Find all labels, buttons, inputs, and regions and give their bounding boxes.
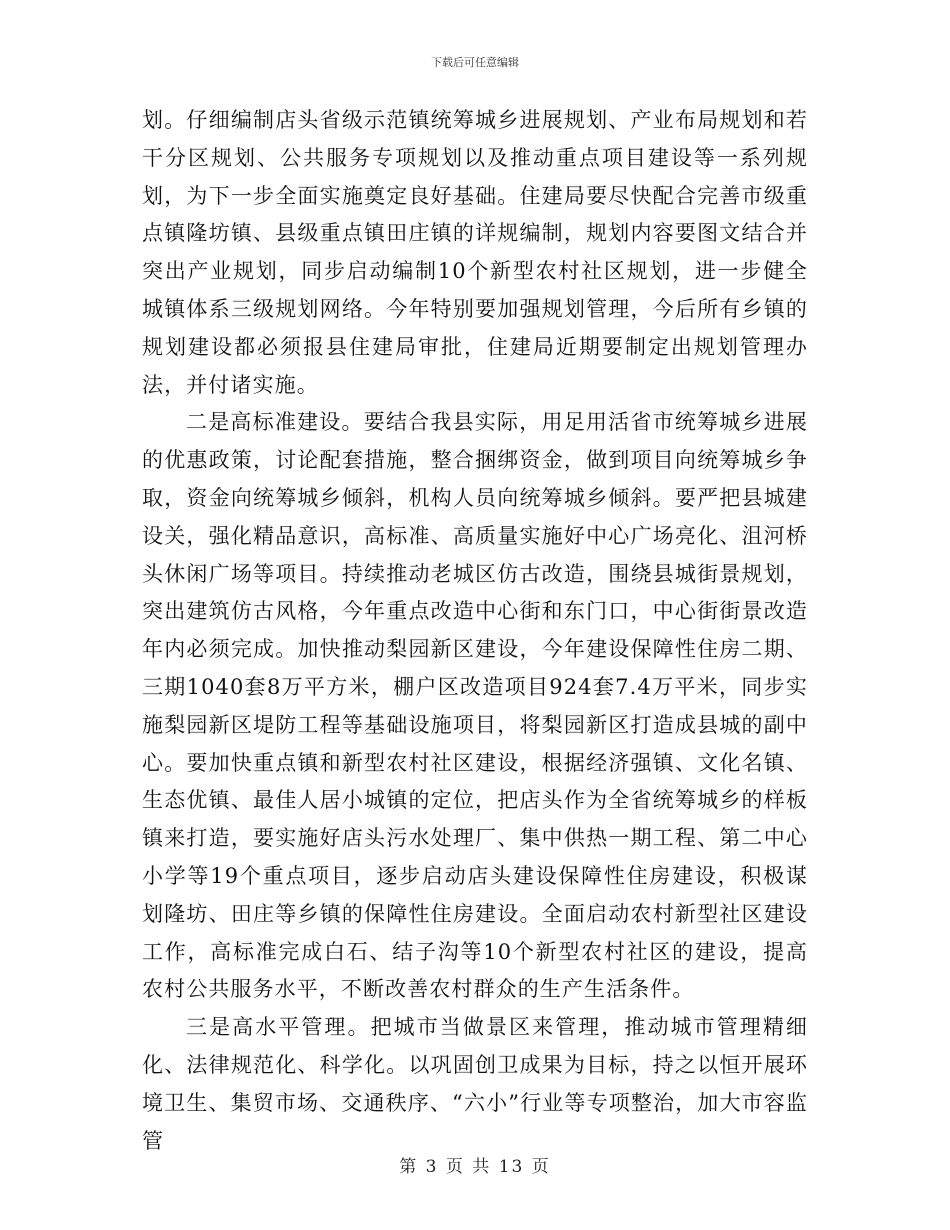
paragraph-high-level-management: 三是高水平管理。把城市当做景区来管理，推动城市管理精细化、法律规范化、科学化。以巩固创卫成果为目标，持之以恒开展环境卫生、集贸市场、交通秩序、“六小”行业等专项整治，加大市容监管 (142, 1015, 808, 1153)
document-body (142, 102, 808, 1160)
page-number-footer: 第 3 页 共 13 页 (399, 1157, 551, 1177)
paragraph-continuation: 划。仔细编制店头省级示范镇统筹城乡进展规划、产业布局规划和若干分区规划、公共服务专项规划以及推动重点项目建设等一系列规划，为下一步全面实施奠定良好基础。住建局要尽快配合完善市级重点镇隆坊镇、县级重点镇田庄镇的详规编制，规划内容要图文结合并突出产业规划，同步启动编制10个新型农村社区规划，进一步健全城镇体系三级规划网络。今年特别要加强规划管理，今后所有乡镇的规划建设都必须报县住建局审批，住建局近期要制定出规划管理办法，并付诸实施。 (142, 108, 808, 397)
page-header: 下载后可任意编辑 (431, 56, 519, 69)
paragraph-high-standard-construction: 二是高标准建设。要结合我县实际，用足用活省市统筹城乡进展的优惠政策，讨论配套措施，整合捆绑资金，做到项目向统筹城乡争取，资金向统筹城乡倾斜，机构人员向统筹城乡倾斜。要严把县城建设关，强化精品意识，高标准、高质量实施好中心广场亮化、沮河桥头休闲广场等项目。持续推动老城区仿古改造，围绕县城街景规划，突出建筑仿古风格，今年重点改造中心街和东门口，中心街街景改造年内必须完成。加快推动梨园新区建设，今年建设保障性住房二期、三期1040套8万平方米，棚户区改造项目924套7.4万平米，同步实施梨园新区堤防工程等基础设施项目，将梨园新区打造成县城的副中心。要加快重点镇和新型农村社区建设，根据经济强镇、文化名镇、生态优镇、最佳人居小城镇的定位，把店头作为全省统筹城乡的样板镇来打造，要实施好店头污水处理厂、集中供热一期工程、第二中心小学等19个重点项目，逐步启动店头建设保障性住房建设，积极谋划隆坊、田庄等乡镇的保障性住房建设。全面启动农村新型社区建设工作，高标准完成白石、结子沟等10个新型农村社区的建设，提高农村公共服务水平，不断改善农村群众的生产生活条件。 (142, 410, 808, 1002)
